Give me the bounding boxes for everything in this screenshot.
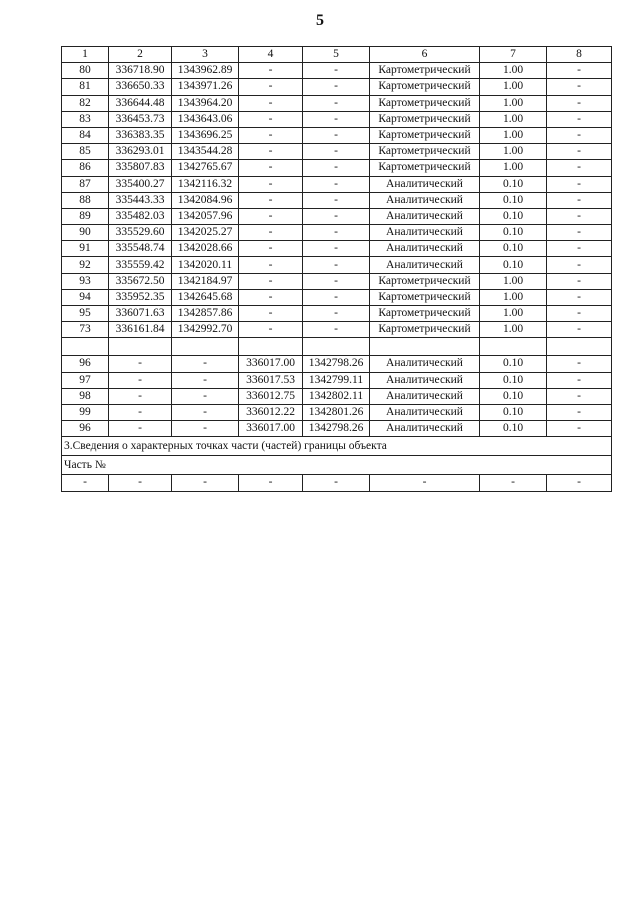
table-cell: 93: [62, 273, 109, 289]
table-cell: 335443.33: [109, 192, 172, 208]
table-cell: -: [480, 475, 547, 491]
table-cell: -: [303, 127, 370, 143]
table-cell: 1.00: [480, 111, 547, 127]
table-cell: 89: [62, 208, 109, 224]
table-row: [62, 63, 612, 79]
table-cell: -: [172, 388, 239, 404]
table-cell: 1343643.06: [172, 111, 239, 127]
table-cell: 96: [62, 356, 109, 372]
table-cell: Аналитический: [370, 356, 480, 372]
section-3-title: 3.Сведения о характерных точках части (частей) границы объекта: [62, 437, 612, 456]
table-row: [62, 404, 612, 420]
table-cell: -: [547, 404, 612, 420]
table-cell: 0.10: [480, 356, 547, 372]
table-cell: 1.00: [480, 95, 547, 111]
table-cell: -: [172, 356, 239, 372]
table-cell: 336012.22: [239, 404, 303, 420]
table-cell: 335529.60: [109, 225, 172, 241]
table-cell: 336650.33: [109, 79, 172, 95]
header-cell: 4: [239, 47, 303, 63]
table-cell: -: [547, 388, 612, 404]
table-cell: 1342765.67: [172, 160, 239, 176]
table-cell: Картометрический: [370, 95, 480, 111]
table-cell: 1342057.96: [172, 208, 239, 224]
table-row: [62, 79, 612, 95]
table-row: [62, 176, 612, 192]
table-cell: 1343696.25: [172, 127, 239, 143]
table-cell: 1342028.66: [172, 241, 239, 257]
table-cell: -: [303, 289, 370, 305]
table-cell: -: [239, 289, 303, 305]
table-cell: 0.10: [480, 208, 547, 224]
table-cell: -: [547, 111, 612, 127]
table-cell: -: [239, 475, 303, 491]
table-cell: Аналитический: [370, 421, 480, 437]
table-cell: 335672.50: [109, 273, 172, 289]
last-row: [62, 475, 612, 491]
table-cell: 1342020.11: [172, 257, 239, 273]
table-cell: -: [172, 372, 239, 388]
table-cell: 1343544.28: [172, 144, 239, 160]
table-cell: Картометрический: [370, 63, 480, 79]
table-cell: -: [239, 63, 303, 79]
table-cell: -: [303, 144, 370, 160]
table-cell: 0.10: [480, 225, 547, 241]
table-cell: Аналитический: [370, 372, 480, 388]
table-cell: Картометрический: [370, 322, 480, 338]
table-cell: 84: [62, 127, 109, 143]
table-cell: 90: [62, 225, 109, 241]
table-cell: -: [239, 160, 303, 176]
table-cell: 335548.74: [109, 241, 172, 257]
header-cell: 6: [370, 47, 480, 63]
table-cell: 335482.03: [109, 208, 172, 224]
table-cell: 336718.90: [109, 63, 172, 79]
table-cell: 0.10: [480, 176, 547, 192]
table-cell: 1342025.27: [172, 225, 239, 241]
table-row: [62, 241, 612, 257]
coordinates-table: [61, 46, 612, 492]
table-row: [62, 127, 612, 143]
table-cell: 1343971.26: [172, 79, 239, 95]
table-cell: 1.00: [480, 322, 547, 338]
table-cell: Аналитический: [370, 208, 480, 224]
table-cell: -: [239, 111, 303, 127]
table-cell: 1342798.26: [303, 356, 370, 372]
table-cell: 1.00: [480, 144, 547, 160]
table-cell: 336017.00: [239, 421, 303, 437]
table-cell: -: [547, 225, 612, 241]
table-cell: -: [547, 127, 612, 143]
table-cell: -: [239, 192, 303, 208]
table-cell: -: [547, 144, 612, 160]
header-cell: 7: [480, 47, 547, 63]
table-cell: 336644.48: [109, 95, 172, 111]
table-cell: Картометрический: [370, 289, 480, 305]
table-cell: Картометрический: [370, 111, 480, 127]
table-cell: -: [547, 79, 612, 95]
table-cell: -: [370, 475, 480, 491]
table-cell: -: [547, 192, 612, 208]
table-cell: -: [547, 306, 612, 322]
table-row: [62, 289, 612, 305]
table-cell: 336453.73: [109, 111, 172, 127]
table-cell: 91: [62, 241, 109, 257]
table-cell: -: [303, 475, 370, 491]
table-cell: -: [547, 160, 612, 176]
table-cell: 1342084.96: [172, 192, 239, 208]
part-row: [62, 456, 612, 475]
table-cell: -: [303, 111, 370, 127]
blank-separator-row: [62, 338, 612, 356]
table-cell: 1.00: [480, 289, 547, 305]
table-cell: 92: [62, 257, 109, 273]
table-cell: -: [62, 475, 109, 491]
table-cell: Картометрический: [370, 273, 480, 289]
table-cell: -: [547, 421, 612, 437]
table-cell: -: [303, 241, 370, 257]
table-cell: -: [547, 289, 612, 305]
header-cell: 2: [109, 47, 172, 63]
table-cell: -: [239, 241, 303, 257]
table-row: [62, 208, 612, 224]
table-cell: 1.00: [480, 273, 547, 289]
header-cell: 5: [303, 47, 370, 63]
table-cell: 1342801.26: [303, 404, 370, 420]
table-cell: 1342798.26: [303, 421, 370, 437]
table-cell: 87: [62, 176, 109, 192]
table-cell: 0.10: [480, 388, 547, 404]
table-cell: -: [303, 306, 370, 322]
table-cell: Аналитический: [370, 225, 480, 241]
table-cell: 336383.35: [109, 127, 172, 143]
table-cell: 0.10: [480, 404, 547, 420]
table-cell: Картометрический: [370, 160, 480, 176]
table-cell: 94: [62, 289, 109, 305]
table-cell: -: [303, 225, 370, 241]
table-cell: 336161.84: [109, 322, 172, 338]
table-cell: -: [239, 322, 303, 338]
table-cell: -: [303, 192, 370, 208]
table-cell: Аналитический: [370, 241, 480, 257]
table-row: [62, 144, 612, 160]
table-cell: 81: [62, 79, 109, 95]
table-cell: -: [547, 322, 612, 338]
table-cell: -: [303, 176, 370, 192]
table-cell: Аналитический: [370, 404, 480, 420]
table-cell: 80: [62, 63, 109, 79]
table-cell: 336293.01: [109, 144, 172, 160]
table-row: [62, 225, 612, 241]
table-cell: -: [239, 95, 303, 111]
table-cell: -: [109, 421, 172, 437]
table-cell: 1342857.86: [172, 306, 239, 322]
table-cell: 97: [62, 372, 109, 388]
table-cell: -: [547, 95, 612, 111]
part-label: Часть №: [62, 456, 612, 475]
table-cell: 1342802.11: [303, 388, 370, 404]
table-cell: -: [239, 306, 303, 322]
table-cell: -: [303, 273, 370, 289]
table-cell: 335400.27: [109, 176, 172, 192]
table-cell: -: [547, 257, 612, 273]
table-cell: -: [303, 322, 370, 338]
table-row: [62, 388, 612, 404]
table-cell: 1343964.20: [172, 95, 239, 111]
table-cell: -: [239, 257, 303, 273]
table-cell: -: [547, 273, 612, 289]
table-cell: 0.10: [480, 241, 547, 257]
table-cell: -: [547, 241, 612, 257]
page-number: 5: [316, 12, 324, 29]
table-row: [62, 192, 612, 208]
table-cell: 1342116.32: [172, 176, 239, 192]
table-cell: Аналитический: [370, 388, 480, 404]
header-row: [62, 47, 612, 63]
table-cell: -: [239, 176, 303, 192]
table-cell: -: [547, 176, 612, 192]
table-cell: -: [239, 273, 303, 289]
table-cell: Картометрический: [370, 127, 480, 143]
table-cell: 335559.42: [109, 257, 172, 273]
table-cell: 85: [62, 144, 109, 160]
table-row: [62, 257, 612, 273]
table-cell: 1.00: [480, 306, 547, 322]
header-cell: 3: [172, 47, 239, 63]
table-cell: -: [547, 356, 612, 372]
table-cell: 1.00: [480, 79, 547, 95]
table-cell: 88: [62, 192, 109, 208]
table-cell: 336017.53: [239, 372, 303, 388]
table-cell: -: [239, 127, 303, 143]
table-cell: 335952.35: [109, 289, 172, 305]
table-cell: Картометрический: [370, 306, 480, 322]
table-row: [62, 160, 612, 176]
table-cell: -: [303, 63, 370, 79]
table-cell: -: [109, 388, 172, 404]
table-cell: 95: [62, 306, 109, 322]
table-cell: -: [172, 404, 239, 420]
table-row: [62, 306, 612, 322]
table-row: [62, 356, 612, 372]
table-cell: -: [109, 372, 172, 388]
table-cell: 335807.83: [109, 160, 172, 176]
table-cell: 82: [62, 95, 109, 111]
table-cell: 1343962.89: [172, 63, 239, 79]
table-cell: 1.00: [480, 63, 547, 79]
table-cell: -: [303, 79, 370, 95]
table-cell: -: [303, 208, 370, 224]
table-cell: -: [109, 475, 172, 491]
table-cell: -: [547, 208, 612, 224]
table-cell: -: [239, 225, 303, 241]
table-cell: Аналитический: [370, 192, 480, 208]
table-cell: 96: [62, 421, 109, 437]
table-cell: 0.10: [480, 421, 547, 437]
table-cell: -: [303, 95, 370, 111]
table-cell: 86: [62, 160, 109, 176]
table-cell: 336017.00: [239, 356, 303, 372]
table-row: [62, 322, 612, 338]
header-cell: 1: [62, 47, 109, 63]
table-cell: -: [172, 475, 239, 491]
table-row: [62, 372, 612, 388]
table-cell: -: [547, 63, 612, 79]
table-row: [62, 95, 612, 111]
table-cell: -: [239, 144, 303, 160]
table-cell: 336071.63: [109, 306, 172, 322]
table-cell: -: [303, 257, 370, 273]
table-cell: Картометрический: [370, 144, 480, 160]
section-3-row: [62, 437, 612, 456]
table-cell: 99: [62, 404, 109, 420]
table-cell: 1.00: [480, 160, 547, 176]
table-cell: -: [547, 372, 612, 388]
table-cell: -: [239, 208, 303, 224]
table-cell: 1342184.97: [172, 273, 239, 289]
table-cell: Аналитический: [370, 257, 480, 273]
table-cell: -: [109, 404, 172, 420]
table-row: [62, 273, 612, 289]
table-cell: 0.10: [480, 372, 547, 388]
table-cell: -: [239, 79, 303, 95]
table-cell: 98: [62, 388, 109, 404]
table-row: [62, 111, 612, 127]
table-cell: 0.10: [480, 257, 547, 273]
header-cell: 8: [547, 47, 612, 63]
table-cell: -: [172, 421, 239, 437]
table-cell: 1342645.68: [172, 289, 239, 305]
table-cell: -: [547, 475, 612, 491]
table-cell: 0.10: [480, 192, 547, 208]
table-cell: 1342799.11: [303, 372, 370, 388]
table-cell: 1.00: [480, 127, 547, 143]
table-cell: 73: [62, 322, 109, 338]
table-cell: -: [109, 356, 172, 372]
table-cell: 336012.75: [239, 388, 303, 404]
table-row: [62, 421, 612, 437]
table-cell: Картометрический: [370, 79, 480, 95]
table-cell: -: [303, 160, 370, 176]
table-cell: Аналитический: [370, 176, 480, 192]
table-cell: 83: [62, 111, 109, 127]
table-cell: 1342992.70: [172, 322, 239, 338]
